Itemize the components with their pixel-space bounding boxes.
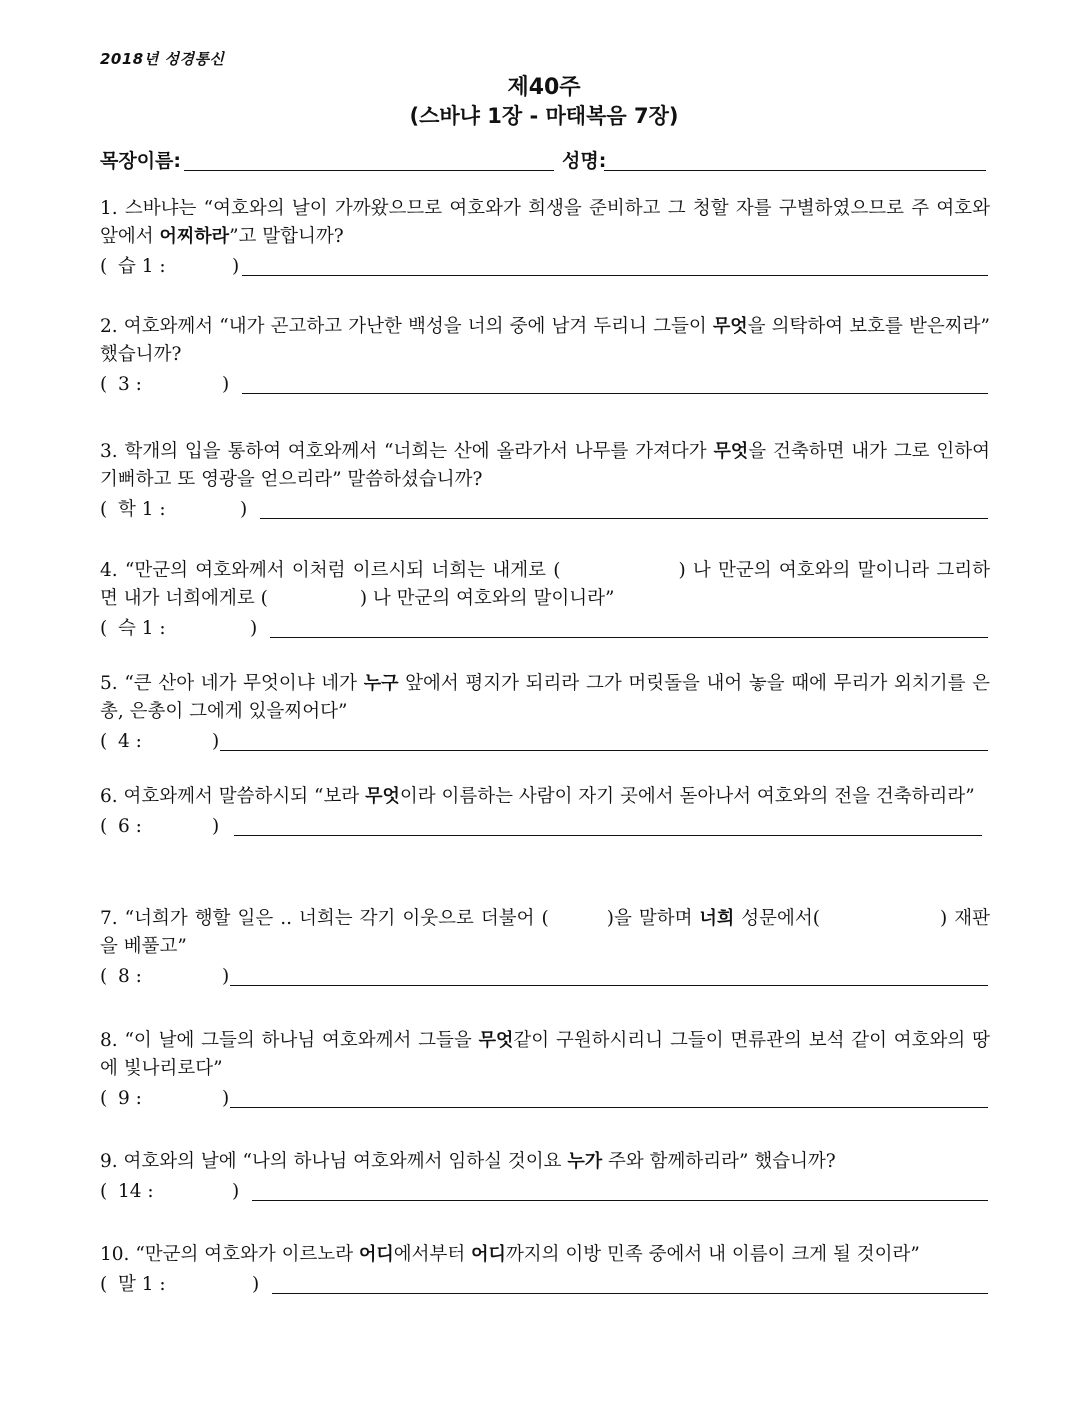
answer-row: ( 슥 1 : ) xyxy=(100,615,990,643)
question-4 xyxy=(100,557,990,643)
question-text: 8. “이 날에 그들의 하나님 여호와께서 그들을 무엇같이 구원하시리니 그들이 면류관의 보석 같이 여호와의 땅에 빛나리로다” xyxy=(100,1030,990,1079)
question-text: 9. 여호와의 날에 “나의 하나님 여호와께서 임하실 것이요 누가 주와 함께하리라” 했습니까? xyxy=(100,1151,836,1172)
question-3 xyxy=(100,438,990,524)
week-title: 제40주 xyxy=(507,75,581,100)
verse-ref: 14 : xyxy=(118,1181,154,1202)
question-text: 3. 학개의 입을 통하여 여호와께서 “너희는 산에 올라가서 나무를 가져다가 무엇을 건축하면 내가 그로 인하여 기뻐하고 또 영광을 얻으리라” 말씀하셨습니까? xyxy=(100,441,990,490)
verse-ref: 말 1 : xyxy=(118,1274,166,1295)
answer-row: ( 4 : ) xyxy=(100,728,990,756)
answer-row: ( 3 : ) xyxy=(100,371,990,399)
question-6 xyxy=(100,783,990,841)
student-name-field[interactable] xyxy=(604,170,986,171)
answer-line[interactable] xyxy=(270,637,988,638)
answer-row: ( 9 : ) xyxy=(100,1085,990,1113)
question-8 xyxy=(100,1027,990,1113)
verse-ref: 8 : xyxy=(118,966,142,987)
question-7 xyxy=(100,905,990,991)
answer-row: ( 학 1 : ) xyxy=(100,496,990,524)
verse-ref: 9 : xyxy=(118,1088,142,1109)
question-10 xyxy=(100,1241,990,1299)
header-year-label: 2018년 성경통신 xyxy=(100,50,225,68)
name-label: 성명: xyxy=(562,150,607,172)
answer-line[interactable] xyxy=(272,1293,988,1294)
verse-ref: 습 1 : xyxy=(118,256,166,277)
answer-line[interactable] xyxy=(230,985,988,986)
pastor-label: 목장이름: xyxy=(100,150,182,172)
verse-ref: 슥 1 : xyxy=(118,618,166,639)
name-row xyxy=(100,146,986,174)
answer-line[interactable] xyxy=(220,750,988,751)
question-text: 6. 여호와께서 말씀하시되 “보라 무엇이라 이름하는 사람이 자기 곳에서 돋아나서 여호와의 전을 건축하리라” xyxy=(100,786,975,807)
question-text: 1. 스바냐는 “여호와의 날이 가까왔으므로 여호와가 희생을 준비하고 그 청할 자를 구별하였으므로 주 여호와 앞에서 어찌하라”고 말합니까? xyxy=(100,198,990,247)
question-text: 4. “만군의 여호와께서 이처럼 이르시되 너희는 내게로 ( ) 나 만군의 여호와의 말이니라 그리하면 내가 너희에게로 ( ) 나 만군의 여호와의 말이니라” xyxy=(100,560,990,609)
question-2 xyxy=(100,313,990,399)
verse-ref: 3 : xyxy=(118,374,142,395)
question-1 xyxy=(100,195,990,281)
question-text: 7. “너희가 행할 일은 .. 너희는 각기 이웃으로 더불어 ( )을 말하며 너희 성문에서( ) 재판을 베풀고” xyxy=(100,908,990,957)
question-text: 10. “만군의 여호와가 이르노라 어디에서부터 어디까지의 이방 민족 중에서 내 이름이 크게 될 것이라” xyxy=(100,1244,920,1265)
answer-line[interactable] xyxy=(242,393,988,394)
question-text: 5. “큰 산아 네가 무엇이냐 네가 누구 앞에서 평지가 되리라 그가 머릿돌을 내어 놓을 때에 무리가 외치기를 은총, 은총이 그에게 있을찌어다” xyxy=(100,673,991,722)
answer-row: ( 말 1 : ) xyxy=(100,1271,990,1299)
answer-line[interactable] xyxy=(230,1107,988,1108)
answer-row: ( 습 1 : ) xyxy=(100,253,990,281)
answer-line[interactable] xyxy=(234,835,982,836)
answer-line[interactable] xyxy=(260,518,988,519)
verse-ref: 4 : xyxy=(118,731,142,752)
question-5 xyxy=(100,670,990,756)
answer-row: ( 14 : ) xyxy=(100,1178,990,1206)
verse-ref: 학 1 : xyxy=(118,499,166,520)
answer-row: ( 6 : ) xyxy=(100,813,990,841)
verse-ref: 6 : xyxy=(118,816,142,837)
pastor-name-field[interactable] xyxy=(184,170,554,171)
scripture-range-title: (스바냐 1장 - 마태복음 7장) xyxy=(409,104,679,128)
answer-line[interactable] xyxy=(242,275,988,276)
question-9 xyxy=(100,1148,990,1206)
question-text: 2. 여호와께서 “내가 곤고하고 가난한 백성을 너의 중에 남겨 두리니 그들이 무엇을 의탁하여 보호를 받은찌라” 했습니까? xyxy=(100,316,990,365)
answer-row: ( 8 : ) xyxy=(100,963,990,991)
answer-line[interactable] xyxy=(252,1200,988,1201)
